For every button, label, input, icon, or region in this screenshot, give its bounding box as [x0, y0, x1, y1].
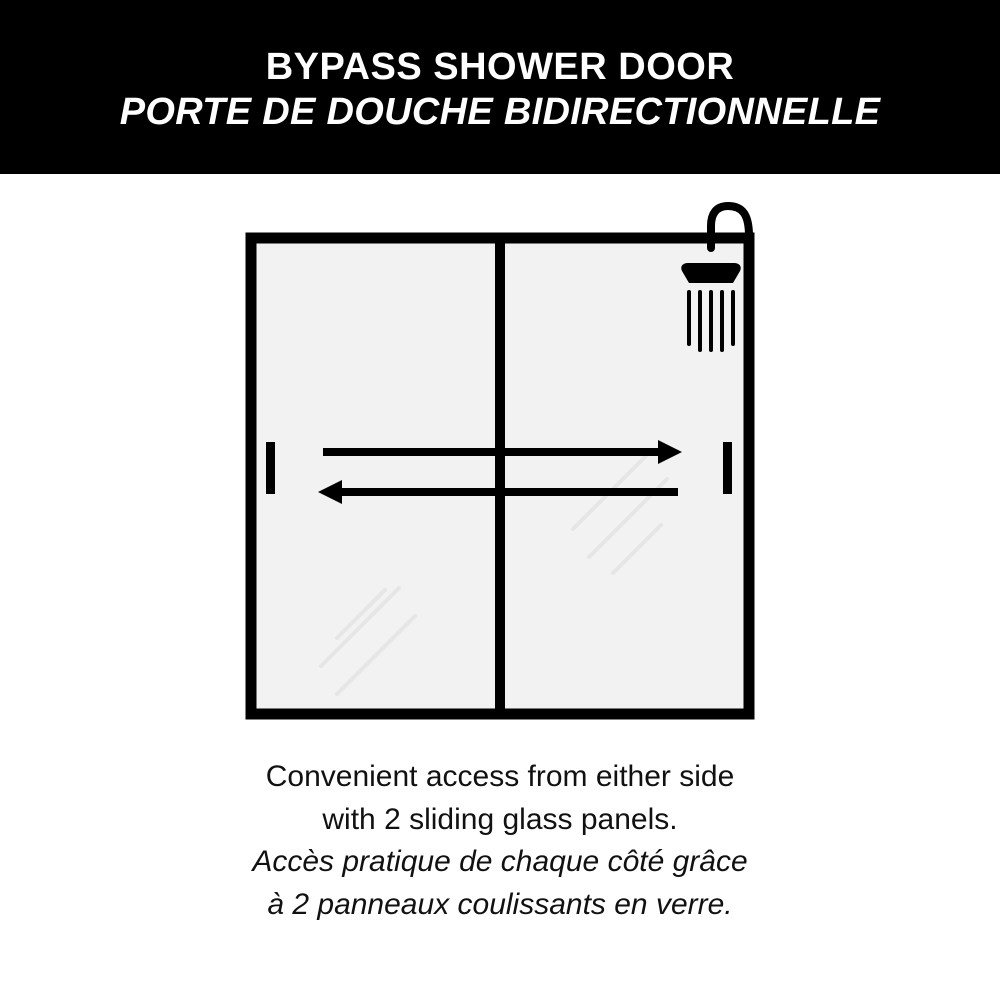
shower-door-svg — [0, 174, 1000, 734]
page-title-en: BYPASS SHOWER DOOR — [265, 46, 735, 89]
caption-fr-line1: Accès pratique de chaque côté grâce — [252, 845, 748, 879]
page-title-fr: PORTE DE DOUCHE BIDIRECTIONNELLE — [119, 91, 881, 133]
right-handle[interactable] — [723, 442, 732, 494]
header-banner — [0, 0, 1000, 174]
caption-fr-line2: à 2 panneaux coulissants en verre. — [267, 887, 733, 921]
left-handle[interactable] — [266, 442, 275, 494]
caption-block — [0, 756, 1000, 926]
caption-en-line2: with 2 sliding glass panels. — [322, 802, 678, 836]
illustration-area — [0, 174, 1000, 734]
left-glass-panel — [251, 238, 500, 714]
caption-en-line1: Convenient access from either side — [265, 760, 735, 793]
